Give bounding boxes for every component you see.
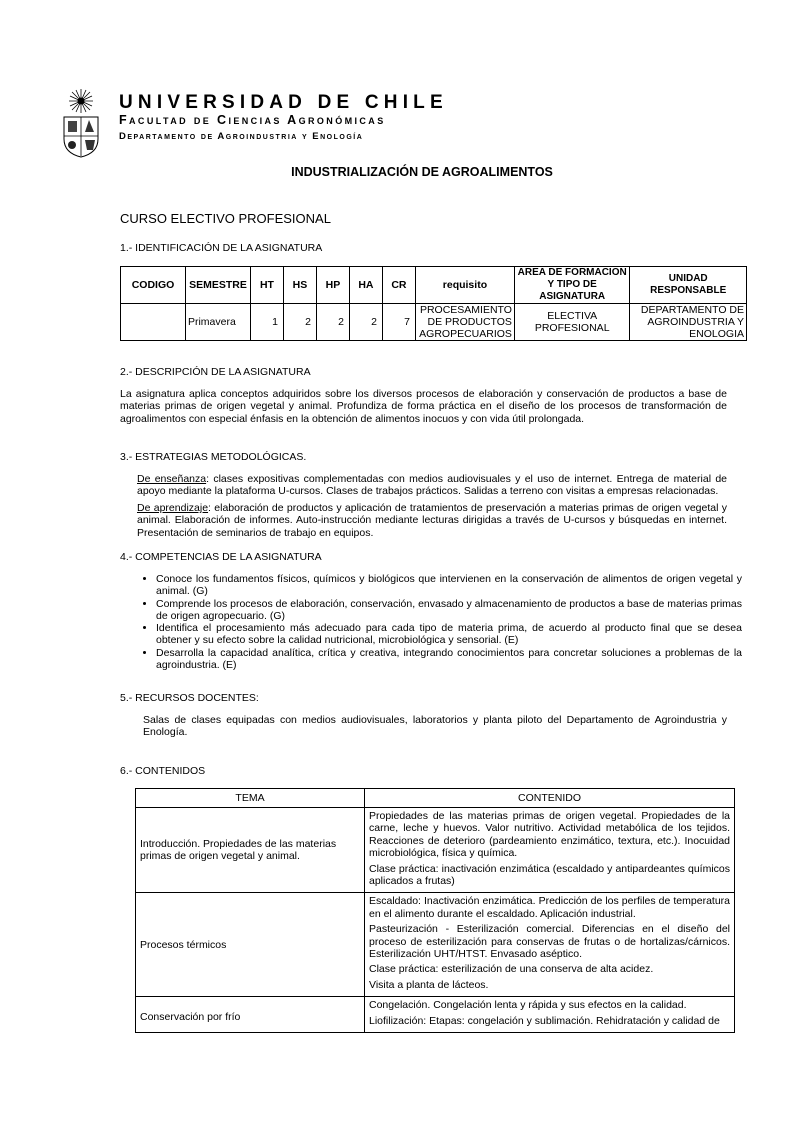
header-cell: CODIGO [121, 267, 186, 304]
university-name: UNIVERSIDAD DE CHILE [119, 92, 448, 113]
cell-ha: 2 [349, 304, 382, 341]
contenido-cell [365, 997, 735, 1033]
header-cell: SEMESTRE [185, 267, 250, 304]
tema-cell: Introducción. Propiedades de las materias primas de origen vegetal y animal. [136, 808, 365, 893]
contenido-paragraph: Clase práctica: esterilización de una conserva de alta acidez. [369, 963, 654, 976]
table-row [136, 808, 735, 893]
contenido-cell [365, 893, 735, 997]
strategy-learning-text: : elaboración de productos y aplicación de tratamientos de preservación a materias primas de origen vegetal y animal. Elaboración de informes. Auto-instrucción mediante lecturas dirigidas a través de U-cursos y búsquedas en internet. Presentación de seminarios de trabajo en equipos. [137, 502, 727, 539]
resources-text: Salas de clases equipadas con medios audiovisuales, laboratorios y planta piloto del Departamento de Agroindustria y Enología. [143, 714, 727, 739]
header-cell: CR [382, 267, 415, 304]
header-cell: AREA DE FORMACION Y TIPO DE ASIGNATURA [514, 267, 630, 304]
strategy-teaching [137, 473, 727, 498]
table-header-row [136, 789, 735, 808]
cell-ht: 1 [250, 304, 283, 341]
strategy-learning [137, 502, 727, 539]
header-cell: HP [316, 267, 349, 304]
contenido-cell [365, 808, 735, 893]
department-name: Departamento de Agroindustria y Enología [119, 131, 364, 142]
section-heading-description: 2.- DESCRIPCIÓN DE LA ASIGNATURA [120, 366, 311, 378]
strategy-teaching-label: De enseñanza [137, 473, 207, 485]
contents-table [135, 788, 735, 1033]
section-heading-identification: 1.- IDENTIFICACIÓN DE LA ASIGNATURA [120, 242, 323, 254]
cell-area: ELECTIVA PROFESIONAL [514, 304, 630, 341]
cell-codigo [121, 304, 186, 341]
header-cell: HS [283, 267, 316, 304]
section-heading-strategies: 3.- ESTRATEGIAS METODOLÓGICAS. [120, 451, 307, 463]
table-header-row [121, 267, 747, 304]
section-heading-competencies: 4.- COMPETENCIAS DE LA ASIGNATURA [120, 551, 322, 563]
identification-table [120, 266, 747, 341]
contenido-paragraph: Propiedades de las materias primas de origen vegetal. Propiedades de la carne, leche y huevos. Valor nutritivo. Actividad metabólica de los tejidos. Reacciones de deterioro (pardeamiento enzimático, textura, etc.). Inocuidad microbiológica, física y química. [369, 810, 730, 860]
university-crest-icon [60, 87, 102, 159]
section-heading-resources: 5.- RECURSOS DOCENTES: [120, 692, 259, 704]
section-heading-contents: 6.- CONTENIDOS [120, 765, 206, 777]
document-title: INDUSTRIALIZACIÓN DE AGROALIMENTOS [291, 165, 553, 179]
contenido-paragraph: Visita a planta de lácteos. [369, 978, 489, 991]
cell-requisito: PROCESAMIENTO DE PRODUCTOS AGROPECUARIOS [415, 304, 514, 341]
header-cell: HA [349, 267, 382, 304]
header-cell: UNIDAD RESPONSABLE [630, 267, 747, 304]
list-item: • Identifica el procesamiento más adecuado para cada tipo de materia prima, de acuerdo al producto final que se desea obtener y su efecto sobre la calidad nutricional, microbiológica y sensorial. (E) [156, 622, 742, 647]
table-row [136, 997, 735, 1033]
list-item: • Comprende los procesos de elaboración, conservación, envasado y almacenamiento de productos a base de materias primas de origen agropecuario. (G) [156, 598, 742, 623]
contenido-paragraph: Liofilización: Etapas: congelación y sublimación. Rehidratación y calidad de [369, 1014, 720, 1027]
table-row [136, 893, 735, 997]
table-row [121, 304, 747, 341]
faculty-name: Facultad de Ciencias Agronómicas [119, 113, 386, 127]
cell-unidad: DEPARTAMENTO DE AGROINDUSTRIA Y ENOLOGIA [630, 304, 747, 341]
contenido-paragraph: Pasteurización - Esterilización comercial. Diferencias en el diseño del proceso de esterilización para conservas de frutas o de hortalizas/cárnicos. Esterilización UHT/HTST. Envasado aséptico. [369, 923, 730, 961]
contenido-paragraph: Escaldado: Inactivación enzimática. Predicción de los perfiles de temperatura en el alimento durante el escaldado. Aplicación industrial. [369, 895, 730, 920]
description-text: La asignatura aplica conceptos adquiridos sobre los diversos procesos de elaboración y conservación de productos a base de materias primas de origen vegetal y animal. Profundiza de forma práctica en el diseño de los procesos de transformación de agroalimentos con especial énfasis en la obtención de alimentos inocuos y con vida útil prolongada. [120, 388, 727, 425]
contenido-paragraph: Clase práctica: inactivación enzimática (escaldado y antipardeantes químicos aplicados a frutas) [369, 862, 730, 888]
list-item: • Conoce los fundamentos físicos, químicos y biológicos que intervienen en la conservación de alimentos de origen vegetal y animal. (G) [156, 573, 742, 598]
contenido-paragraph: Congelación. Congelación lenta y rápida y sus efectos en la calidad. [369, 999, 687, 1012]
course-type: CURSO ELECTIVO PROFESIONAL [120, 211, 331, 226]
strategy-teaching-text: : clases expositivas complementadas con medios audiovisuales y el uso de internet. Entrega de material de apoyo mediante la plataforma U-cursos. Clases de trabajos prácticos. Salidas a terreno con visitas a empresas relacionadas. [137, 473, 727, 498]
header-cell: requisito [415, 267, 514, 304]
header-cell-contenido: CONTENIDO [365, 789, 735, 808]
strategy-learning-label: De aprendizaje [137, 502, 209, 514]
competencies-list [142, 573, 742, 671]
tema-cell: Procesos térmicos [136, 893, 365, 997]
tema-cell: Conservación por frío [136, 997, 365, 1033]
list-item: • Desarrolla la capacidad analítica, crítica y creativa, integrando conocimientos para concretar soluciones a problemas de la agroindustria. (E) [156, 647, 742, 672]
cell-hs: 2 [283, 304, 316, 341]
cell-hp: 2 [316, 304, 349, 341]
header-cell: HT [250, 267, 283, 304]
cell-semestre: Primavera [185, 304, 250, 341]
cell-cr: 7 [382, 304, 415, 341]
header-cell-tema: TEMA [136, 789, 365, 808]
